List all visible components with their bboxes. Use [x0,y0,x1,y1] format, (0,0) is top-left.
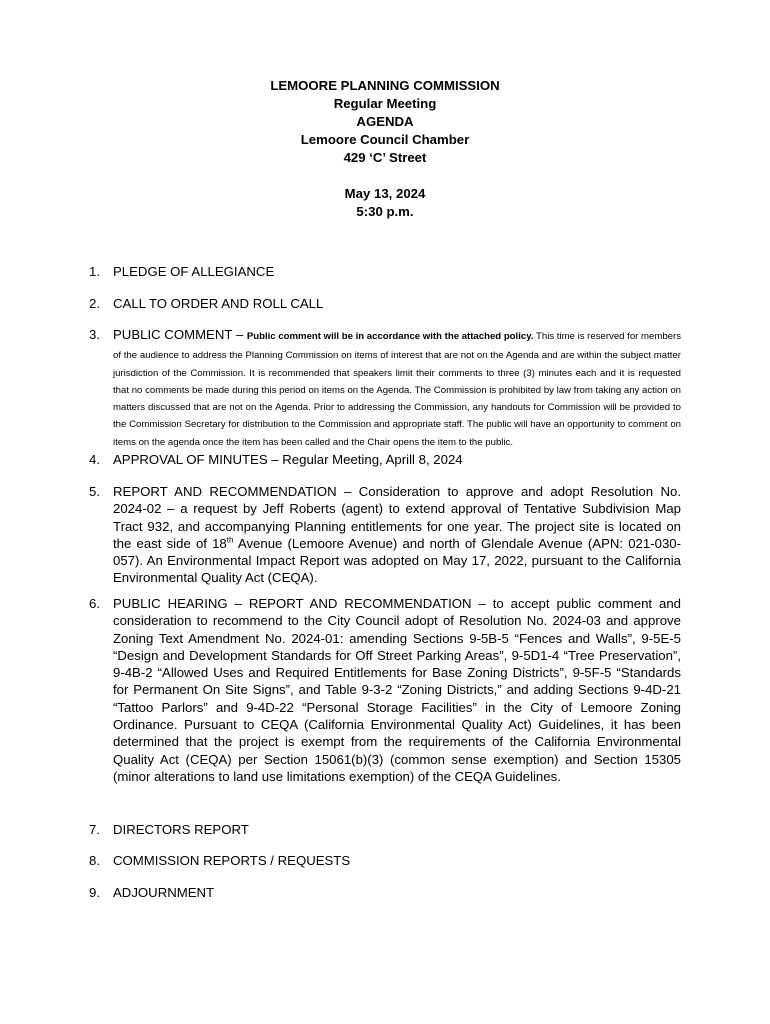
agenda-item-5 [89,483,681,587]
agenda-item-9 [89,884,681,901]
agenda-item-7 [89,821,681,838]
agenda-header [0,77,770,221]
item-number: 7. [89,822,100,837]
agenda-item-3 [89,326,681,449]
public-comment-text [113,326,681,449]
public-comment-description: This time is reserved for members of the audience to address the Planning Commission on items of interest that are not on the Agenda and are within the subject matter jurisdiction of the Commission. It is recommended that speakers limit their comments to three (3) minutes each and it is requested that no comments be made during this period on items on the Agenda. The Commission is prohibited by law from taking any action on matters discussed that are not on the Agenda. Prior to addressing the Commission, any handouts for Commission will be provided to the Commission Secretary for distribution to the Commission and appropriate staff. The public will have an opportunity to comment on items on the agenda once the item has been called and the Chair opens the item to the public. [113,331,681,448]
meeting-time: 5:30 p.m. [356,204,414,219]
agenda-title: AGENDA [356,114,414,129]
item-number: 5. [89,484,100,499]
agenda-item-6 [89,595,681,785]
item-text: PLEDGE OF ALLEGIANCE [113,264,275,279]
item-number: 4. [89,452,100,467]
item-text: COMMISSION REPORTS / REQUESTS [113,853,351,868]
commission-title: LEMOORE PLANNING COMMISSION [270,78,500,93]
item-text: DIRECTORS REPORT [113,822,249,837]
meeting-address: 429 ‘C’ Street [343,150,427,165]
agenda-item-4 [89,451,681,468]
item-text: PUBLIC HEARING – REPORT AND RECOMMENDATION – to accept public comment and consideration to recommend to the City Council adopt of Resolution No. 2024-03 and approve Zoning Text Amendment No. 2024-01: amending Sections 9-5B-5 “Fences and Walls”, 9-5E-5 “Design and Development Standards for Off Street Parking Areas”, 9-5D1-4 “Tree Preservation”, 9-4B-2 “Allowed Uses and Required Entitlements for Base Zoning Districts”, 9-5F-5 “Standards for Permanent On Site Signs”, and Table 9-3-2 “Zoning Districts,” and adding Sections 9-4D-21 “Tattoo Parlors” and 9-4D-22 “Personal Storage Facilities” in the City of Lemoore Zoning Ordinance. Pursuant to CEQA (California Environmental Quality Act) Guidelines, it has been determined that the project is exempt from the requirements of the California Environmental Quality Act (CEQA) per Section 15061(b)(3) (common sense exemption) and Section 15305 (minor alterations to land use limitations exemption) of the CEQA Guidelines. [113,596,681,784]
policy-note: Public comment will be in accordance with the attached policy. [246,331,534,342]
meeting-location: Lemoore Council Chamber [300,132,470,147]
item-number: 3. [89,327,100,342]
item-text: REPORT AND RECOMMENDATION – Consideration to approve and adopt Resolution No. 2024-02 – a request by Jeff Roberts (agent) to extend approval of Tentative Subdivision Map Tract 932, and accompanying Planning entitlements for one year. The project site is located on the east side of 18th Avenue (Lemoore Avenue) and north of Glendale Avenue (APN: 021-030-057). An Environmental Impact Report was adopted on May 17, 2022, pursuant to the California Environmental Quality Act (CEQA). [113,484,681,586]
item-number: 9. [89,885,100,900]
item-number: 8. [89,853,100,868]
meeting-type: Regular Meeting [333,96,437,111]
item-number: 6. [89,596,100,611]
item-text: APPROVAL OF MINUTES – Regular Meeting, Aprill 8, 2024 [113,452,463,467]
item-text: ADJOURNMENT [113,885,215,900]
item-number: 2. [89,296,100,311]
agenda-item-1 [89,263,681,280]
agenda-item-2 [89,295,681,312]
item-title: PUBLIC COMMENT – [113,327,247,342]
item-text: CALL TO ORDER AND ROLL CALL [113,296,324,311]
meeting-date: May 13, 2024 [344,186,426,201]
item-number: 1. [89,264,100,279]
agenda-item-8 [89,852,681,869]
